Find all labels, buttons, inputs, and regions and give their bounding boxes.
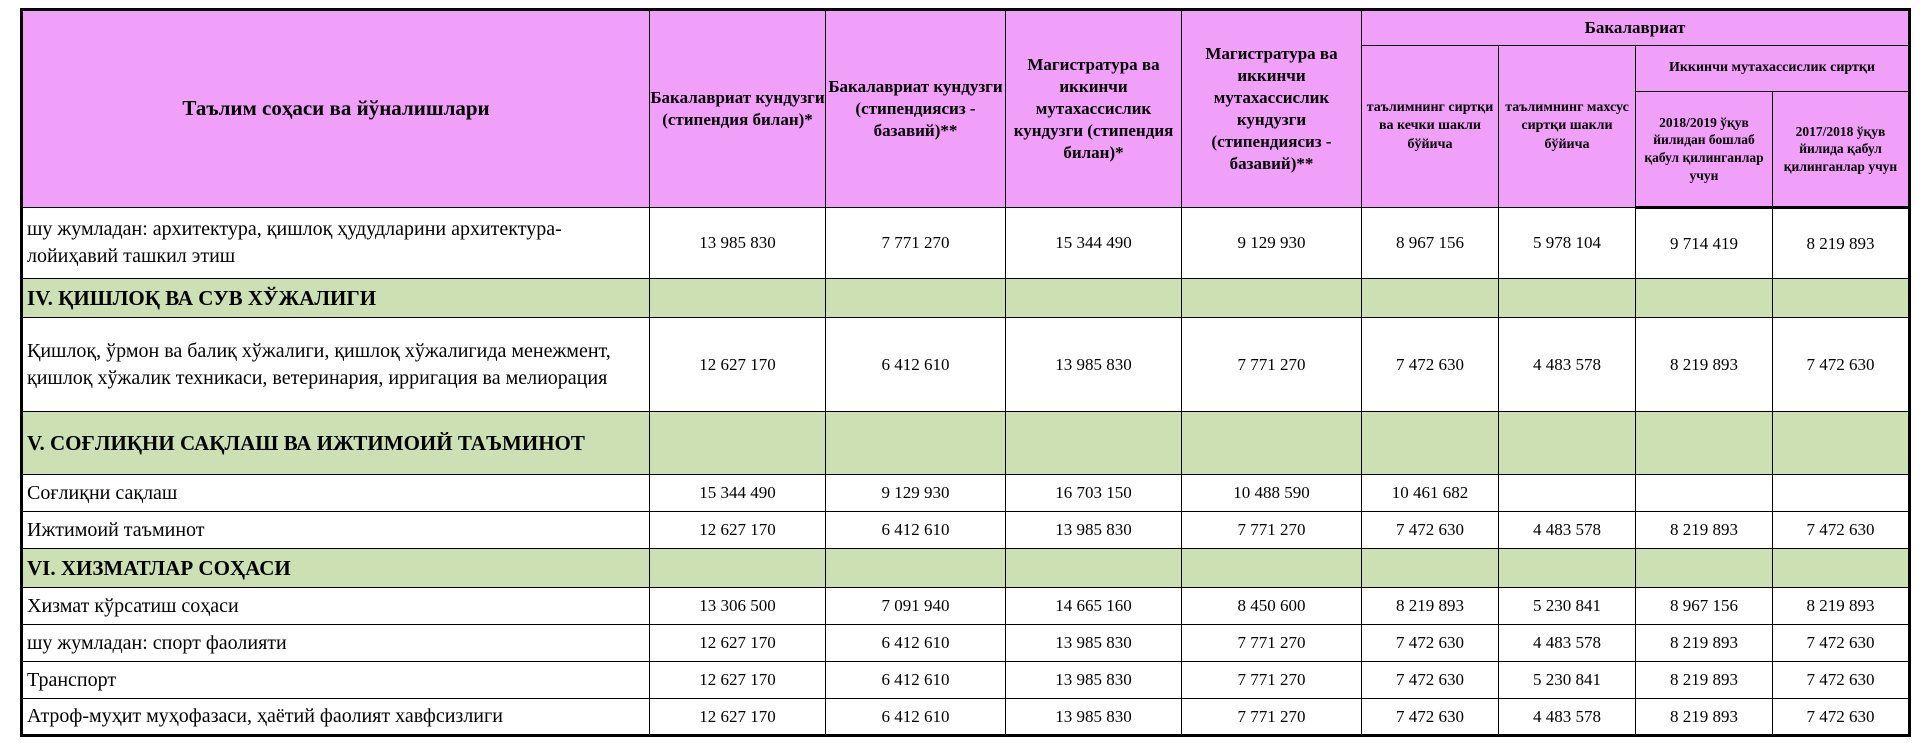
table-row	[22, 662, 1910, 699]
value-cell	[1006, 549, 1182, 588]
value-cell: 8 967 156	[1362, 208, 1499, 279]
value-cell: 7 472 630	[1773, 662, 1910, 699]
value-cell: 9 129 930	[826, 475, 1006, 512]
value-cell: 7 472 630	[1773, 318, 1910, 412]
value-cell: 4 483 578	[1499, 318, 1636, 412]
table-row	[22, 475, 1910, 512]
value-cell: 7 472 630	[1362, 512, 1499, 549]
value-cell	[1362, 412, 1499, 475]
value-cell: 14 665 160	[1006, 588, 1182, 625]
value-cell	[1499, 279, 1636, 318]
value-cell	[1636, 279, 1773, 318]
value-cell: 15 344 490	[1006, 208, 1182, 279]
tuition-table	[20, 8, 1911, 737]
value-cell: 8 219 893	[1362, 588, 1499, 625]
category-column-header: Таълим соҳаси ва йўналишлари	[22, 10, 650, 208]
value-cell: 8 219 893	[1636, 699, 1773, 736]
value-cell	[1773, 412, 1910, 475]
column-header-master-day-stipend: Магистратура ва иккинчи мутахассислик кундузги (стипендия билан)*	[1006, 10, 1182, 208]
value-cell	[1362, 549, 1499, 588]
row-label: Атроф-муҳит муҳофазаси, ҳаётий фаолият хавфсизлиги	[22, 699, 650, 736]
row-label: Ижтимоий таъминот	[22, 512, 650, 549]
value-cell	[1006, 279, 1182, 318]
value-cell: 8 967 156	[1636, 588, 1773, 625]
value-cell: 6 412 610	[826, 318, 1006, 412]
value-cell: 7 472 630	[1773, 512, 1910, 549]
value-cell	[1636, 549, 1773, 588]
table-row	[22, 588, 1910, 625]
value-cell: 13 985 830	[1006, 699, 1182, 736]
value-cell	[650, 549, 826, 588]
table-header	[22, 10, 1910, 208]
row-label: шу жумладан: спорт фаолияти	[22, 625, 650, 662]
column-header-master-day-base: Магистратура ва иккинчи мутахассислик кундузги (стипендиясиз - базавий)**	[1182, 10, 1362, 208]
value-cell	[1636, 412, 1773, 475]
table-row	[22, 318, 1910, 412]
value-cell: 7 472 630	[1362, 662, 1499, 699]
value-cell	[1773, 475, 1910, 512]
section-row	[22, 412, 1910, 475]
column-header-bachelor-day-base: Бакалавриат кундузги (стипендиясиз - базавий)**	[826, 10, 1006, 208]
row-label: шу жумладан: архитектура, қишлоқ ҳудудларини архитектура-лойиҳавий ташкил этиш	[22, 208, 650, 279]
value-cell: 7 091 940	[826, 588, 1006, 625]
value-cell: 8 219 893	[1773, 208, 1910, 279]
value-cell: 6 412 610	[826, 512, 1006, 549]
value-cell: 13 985 830	[650, 208, 826, 279]
value-cell: 8 219 893	[1636, 318, 1773, 412]
value-cell: 7 771 270	[1182, 699, 1362, 736]
value-cell: 5 230 841	[1499, 588, 1636, 625]
value-cell: 5 978 104	[1499, 208, 1636, 279]
value-cell: 6 412 610	[826, 699, 1006, 736]
value-cell: 6 412 610	[826, 625, 1006, 662]
value-cell	[826, 279, 1006, 318]
table-row	[22, 512, 1910, 549]
value-cell: 4 483 578	[1499, 699, 1636, 736]
value-cell: 5 230 841	[1499, 662, 1636, 699]
value-cell: 8 219 893	[1636, 625, 1773, 662]
row-label: Соғлиқни сақлаш	[22, 475, 650, 512]
value-cell: 7 771 270	[826, 208, 1006, 279]
value-cell: 12 627 170	[650, 512, 826, 549]
value-cell: 8 219 893	[1636, 662, 1773, 699]
value-cell: 12 627 170	[650, 318, 826, 412]
value-cell: 13 985 830	[1006, 512, 1182, 549]
value-cell: 13 306 500	[650, 588, 826, 625]
value-cell: 13 985 830	[1006, 625, 1182, 662]
section-row	[22, 279, 1910, 318]
value-cell: 7 472 630	[1362, 699, 1499, 736]
value-cell	[1773, 279, 1910, 318]
value-cell	[1182, 412, 1362, 475]
value-cell: 12 627 170	[650, 662, 826, 699]
group-header-second-specialty: Иккинчи мутахассислик сиртқи	[1636, 46, 1910, 92]
value-cell: 7 771 270	[1182, 318, 1362, 412]
value-cell	[650, 412, 826, 475]
table-row	[22, 625, 1910, 662]
value-cell: 7 771 270	[1182, 512, 1362, 549]
value-cell: 7 771 270	[1182, 625, 1362, 662]
section-title: IV. ҚИШЛОҚ ВА СУВ ХЎЖАЛИГИ	[22, 279, 650, 318]
value-cell	[826, 412, 1006, 475]
value-cell: 9 714 419	[1636, 208, 1773, 279]
value-cell	[1006, 412, 1182, 475]
value-cell: 13 985 830	[1006, 662, 1182, 699]
value-cell	[1499, 549, 1636, 588]
value-cell: 10 461 682	[1362, 475, 1499, 512]
value-cell: 12 627 170	[650, 699, 826, 736]
value-cell: 8 219 893	[1773, 588, 1910, 625]
section-row	[22, 549, 1910, 588]
row-label: Қишлоқ, ўрмон ва балиқ хўжалиги, қишлоқ хўжалигида менежмент, қишлоқ хўжалик техникаси, ветеринария, ирригация ва мелиорация	[22, 318, 650, 412]
column-header-special-extramural: таълимнинг махсус сиртқи шакли бўйича	[1499, 46, 1636, 208]
value-cell	[826, 549, 1006, 588]
value-cell	[1499, 475, 1636, 512]
column-header-in-2017-2018: 2017/2018 ўқув йилида қабул қилинганлар учун	[1773, 92, 1910, 208]
table-row	[22, 699, 1910, 736]
value-cell: 12 627 170	[650, 625, 826, 662]
value-cell	[1499, 412, 1636, 475]
value-cell: 4 483 578	[1499, 625, 1636, 662]
value-cell: 6 412 610	[826, 662, 1006, 699]
value-cell: 10 488 590	[1182, 475, 1362, 512]
value-cell: 7 771 270	[1182, 662, 1362, 699]
value-cell: 7 472 630	[1362, 318, 1499, 412]
value-cell: 16 703 150	[1006, 475, 1182, 512]
column-header-from-2018-2019: 2018/2019 ўқув йилидан бошлаб қабул қилинганлар учун	[1636, 92, 1773, 208]
value-cell: 8 450 600	[1182, 588, 1362, 625]
value-cell: 4 483 578	[1499, 512, 1636, 549]
value-cell: 7 472 630	[1773, 699, 1910, 736]
value-cell	[1182, 549, 1362, 588]
value-cell	[1362, 279, 1499, 318]
table-row	[22, 208, 1910, 279]
value-cell: 7 472 630	[1362, 625, 1499, 662]
value-cell: 8 219 893	[1636, 512, 1773, 549]
value-cell: 15 344 490	[650, 475, 826, 512]
value-cell	[1636, 475, 1773, 512]
value-cell	[1182, 279, 1362, 318]
column-header-bachelor-day-stipend: Бакалавриат кундузги (стипендия билан)*	[650, 10, 826, 208]
section-title: VI. ХИЗМАТЛАР СОҲАСИ	[22, 549, 650, 588]
value-cell: 13 985 830	[1006, 318, 1182, 412]
column-header-evening-extramural: таълимнинг сиртқи ва кечки шакли бўйича	[1362, 46, 1499, 208]
value-cell	[650, 279, 826, 318]
value-cell	[1773, 549, 1910, 588]
value-cell: 7 472 630	[1773, 625, 1910, 662]
table-body	[22, 208, 1910, 736]
section-title: V. СОҒЛИҚНИ САҚЛАШ ВА ИЖТИМОИЙ ТАЪМИНОТ	[22, 412, 650, 475]
value-cell: 9 129 930	[1182, 208, 1362, 279]
row-label: Транспорт	[22, 662, 650, 699]
group-header-bachelor: Бакалавриат	[1362, 10, 1910, 46]
row-label: Хизмат кўрсатиш соҳаси	[22, 588, 650, 625]
